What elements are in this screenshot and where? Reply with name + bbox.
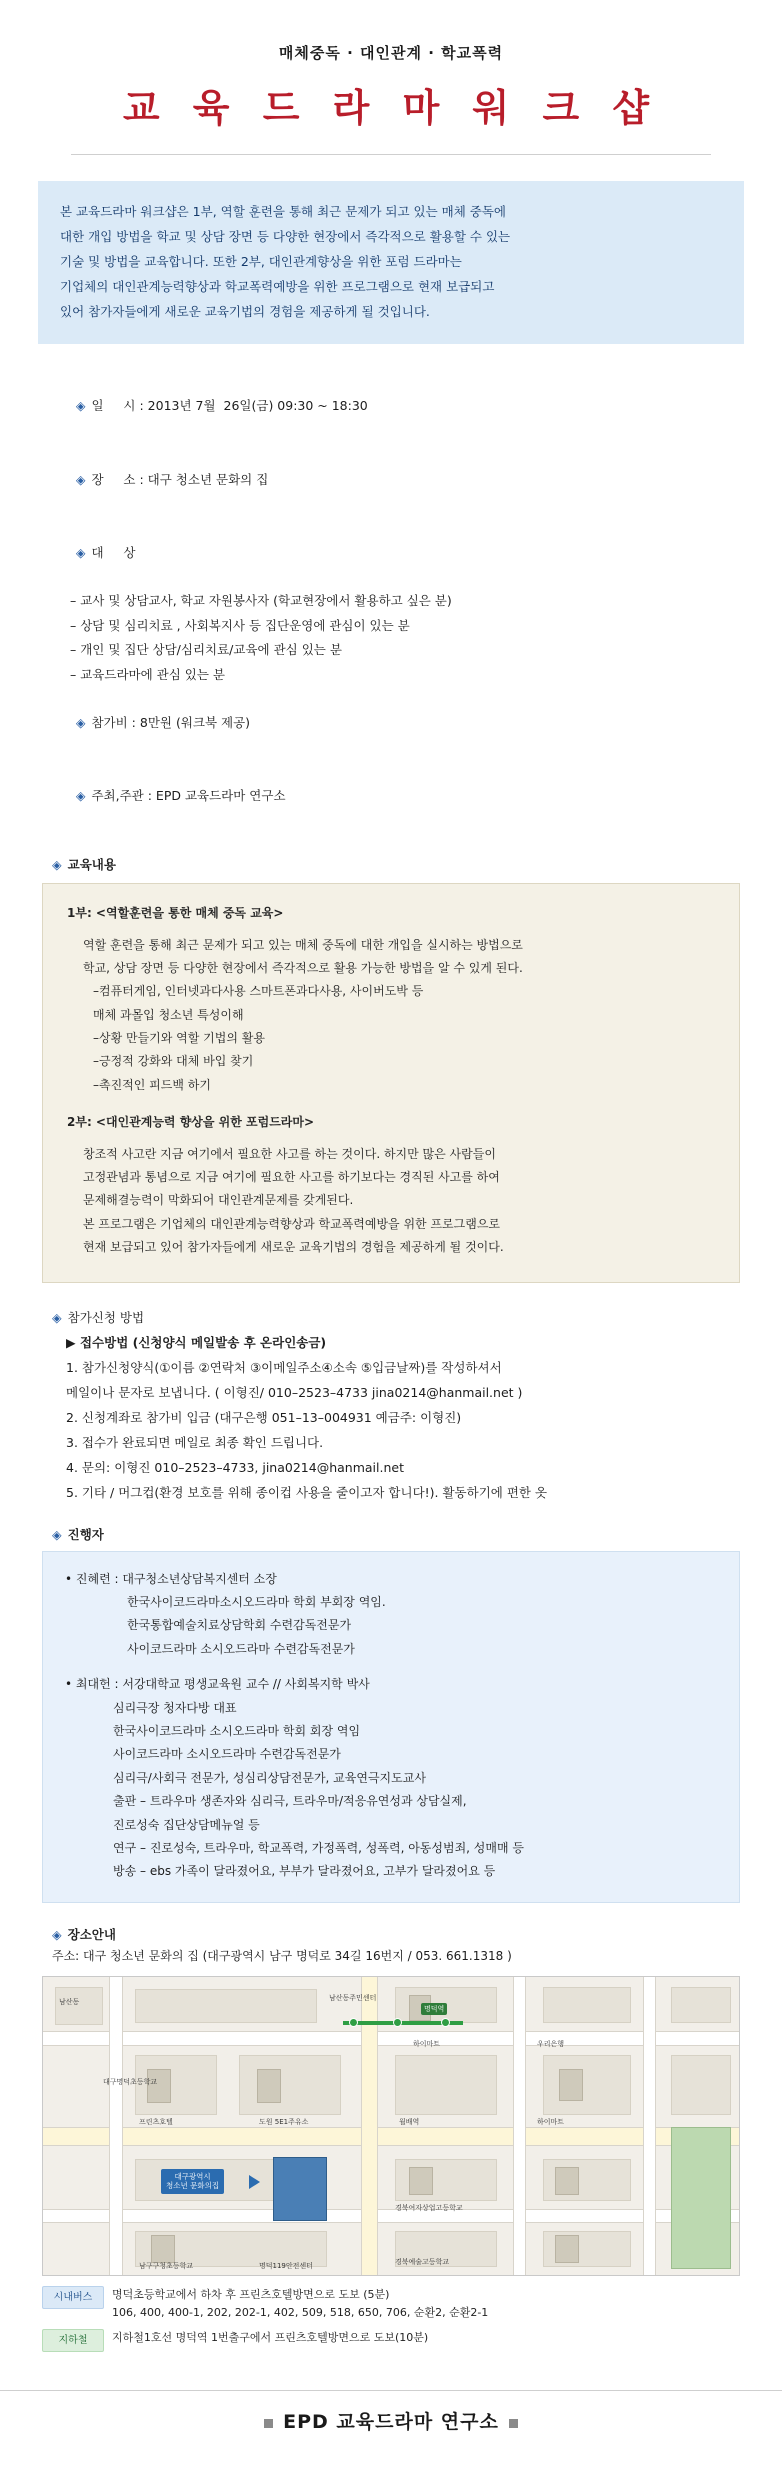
diamond-icon: ◈ <box>52 857 62 873</box>
map-label: 남산동 <box>59 1997 80 2006</box>
apply-step: 2. 신청계좌로 참가비 입금 (대구은행 051–13–004931 예금주: 이형진) <box>66 1409 462 1425</box>
diamond-icon: ◈ <box>75 715 86 731</box>
map-destination-building <box>273 2157 327 2221</box>
diamond-icon: ◈ <box>75 788 86 804</box>
diamond-icon: ◈ <box>52 1309 62 1325</box>
part1-item: –컴퓨터게임, 인터넷과다사용 스마트폰과다사용, 사이버도박 등 <box>93 984 424 999</box>
part2-body-line: 문제해결능력이 막화되어 대인관계문제를 갖게된다. <box>83 1193 354 1208</box>
bus-line: 106, 400, 400-1, 202, 202-1, 402, 509, 518, 650, 706, 순환2, 순환2-1 <box>112 2306 489 2320</box>
square-icon <box>509 2419 518 2428</box>
host-label: 주최,주관 <box>91 788 144 804</box>
presenter-line: 연구 – 진로성숙, 트라우마, 학교폭력, 가정폭력, 성폭력, 아동성범죄, 성매매 등 <box>113 1840 524 1855</box>
fee-value: 8만원 (워크북 제공) <box>139 715 251 731</box>
map-label: 대구명덕초등학교 <box>103 2077 158 2086</box>
header-subtitle: 매체중독 · 대인관계 · 학교폭력 <box>278 44 504 62</box>
map-label: 월배역 <box>399 2117 420 2126</box>
intro-line: 대한 개입 방법을 학교 및 상담 장면 등 다양한 현장에서 즉각적으로 활용할 수 있는 <box>60 229 511 244</box>
info-list <box>52 370 730 833</box>
spacer <box>67 1097 715 1111</box>
presenter-line: 한국사이코드라마소시오드라마 학회 부회장 역임. <box>127 1594 386 1609</box>
apply-heading <box>52 1305 730 1330</box>
map-subway-station-dot <box>393 2018 402 2027</box>
diamond-icon: ◈ <box>52 1926 62 1942</box>
bus-line: 명덕초등학교에서 하차 후 프린츠호텔방면으로 도보 (5분) <box>112 2287 390 2301</box>
info-value: 2013년 7월 26일(금) 09:30 ~ 18:30 <box>147 398 368 414</box>
header-divider <box>71 154 711 155</box>
map-road-h3 <box>43 2209 739 2223</box>
location-heading-label: 장소안내 <box>67 1926 116 1942</box>
map-building <box>409 2167 433 2195</box>
part1-item: –상황 만들기와 역할 기법의 활용 <box>93 1031 265 1046</box>
presenter-line: 심리극/사회극 전문가, 성심리상담전문가, 교육연극지도교사 <box>113 1770 426 1785</box>
map-road-v4 <box>643 1977 656 2275</box>
part2-body-line: 현재 보급되고 있어 참가자들에게 새로운 교육기법의 경험을 제공하게 될 것이다. <box>83 1240 504 1255</box>
presenter-name: • 진혜련 : 대구청소년상담복지센터 소장 <box>65 1571 277 1586</box>
presenter-line: 출판 – 트라우마 생존자와 심리극, 트라우마/적응유연성과 상담실제, <box>113 1794 467 1809</box>
info-item-host: ◈ 주최,주관 : EPD 교육드라마 연구소 <box>75 788 286 804</box>
presenter-box <box>42 1551 740 1903</box>
part2-body-line: 본 프로그램은 기업체의 대인관계능력향상과 학교폭력예방을 위한 프로그램으로 <box>83 1216 501 1231</box>
map-subway-station-dot <box>349 2018 358 2027</box>
map-building <box>555 2235 579 2263</box>
part1-body-line: 학교, 상담 장면 등 다양한 현장에서 즉각적으로 활용 가능한 방법을 알 수 있게 된다. <box>83 960 523 975</box>
footer-title: EPD 교육드라마 연구소 <box>283 2411 499 2434</box>
poster-footer <box>0 2390 782 2458</box>
location-map[interactable] <box>42 1976 740 2276</box>
map-road-v1 <box>109 1977 123 2275</box>
info-item-place: ◈ 장 소 : 대구 청소년 문화의 집 <box>75 471 269 487</box>
info-label: 일 시 <box>91 398 136 414</box>
page-title: 교 육 드 라 마 워 크 샵 <box>122 86 660 130</box>
transit-item-subway <box>42 2329 740 2352</box>
part1-item: –촉진적인 피드백 하기 <box>93 1077 211 1092</box>
intro-line: 기업체의 대인관계능력향상과 학교폭력예방을 위한 프로그램으로 현재 보급되고 <box>60 279 495 294</box>
info-label: 장 소 <box>91 471 136 487</box>
part2-title: 2부: <대인관계능력 향상을 위한 포럼드라마> <box>67 1115 315 1130</box>
map-building <box>559 2069 583 2101</box>
map-block <box>135 1989 317 2023</box>
part1-item: 매체 과몰입 청소년 특성이해 <box>93 1007 244 1022</box>
map-label: 남구구청초등학교 <box>139 2261 194 2270</box>
transit-item-bus <box>42 2286 740 2323</box>
host-value: EPD 교육드라마 연구소 <box>155 788 286 804</box>
presenter-line: 진로성숙 집단상담메뉴얼 등 <box>113 1817 260 1832</box>
presenter-line: 한국통합예술치료상담학회 수련감독전문가 <box>127 1618 352 1633</box>
intro-line: 기술 및 방법을 교육합니다. 또한 2부, 대인관계향상을 위한 포럼 드라마는 <box>60 254 462 269</box>
map-station-myeongdeok: 명덕역 <box>421 2003 447 2015</box>
subway-tag: 지하철 <box>42 2329 104 2352</box>
part1-item: –긍정적 강화와 대체 바입 찾기 <box>93 1054 254 1069</box>
info-item-target <box>52 516 730 589</box>
subway-line: 지하철1호선 명덕역 1번출구에서 프린츠호텔방면으로 도보(10분) <box>112 2331 429 2345</box>
transit-legend <box>42 2286 740 2352</box>
bus-text <box>112 2286 488 2323</box>
map-road-h1 <box>43 2031 739 2046</box>
diamond-icon: ◈ <box>75 544 86 560</box>
intro-line: 있어 참가자들에게 새로운 교육기법의 경험을 제공하게 될 것입니다. <box>60 304 430 319</box>
square-icon <box>264 2419 273 2428</box>
map-label: 명덕119안전센터 <box>259 2261 313 2270</box>
info-value: 대구 청소년 문화의 집 <box>147 471 269 487</box>
map-block <box>239 2055 341 2115</box>
map-block <box>671 2055 731 2115</box>
diamond-icon: ◈ <box>75 471 86 487</box>
target-item: – 개인 및 집단 상담/심리치료/교육에 관심 있는 분 <box>70 642 342 658</box>
map-label: 경북예술고등학교 <box>395 2257 450 2266</box>
map-destination-label: 대구광역시 청소년 문화의집 <box>161 2169 224 2195</box>
info-item-date: ◈ 일 시 : 2013년 7월 26일(금) 09:30 ~ 18:30 <box>75 398 368 414</box>
diamond-icon: ◈ <box>75 398 86 414</box>
target-item: – 상담 및 심리치료 , 사회복지사 등 집단운영에 관심이 있는 분 <box>70 617 410 633</box>
map-road-h2 <box>43 2127 739 2146</box>
map-block <box>543 1987 631 2023</box>
part1-title: 1부: <역할훈련을 통한 매체 중독 교육> <box>67 906 284 921</box>
location-heading <box>52 1925 730 1943</box>
map-park <box>671 2127 731 2269</box>
map-destination-arrow <box>249 2175 260 2189</box>
diamond-icon: ◈ <box>52 1526 62 1542</box>
presenter-heading <box>52 1525 730 1543</box>
map-block <box>543 2055 631 2115</box>
presenter-name: • 최대헌 : 서강대학교 평생교육원 교수 // 사회복지학 박사 <box>65 1677 370 1692</box>
location-address: 주소: 대구 청소년 문화의 집 (대구광역시 남구 명덕로 34길 16번지 / 053. 661.1318 ) <box>52 1948 512 1963</box>
bus-tag: 시내버스 <box>42 2286 104 2309</box>
intro-line: 본 교육드라마 워크샵은 1부, 역할 훈련을 통해 최근 문제가 되고 있는 매체 중독에 <box>60 204 507 219</box>
map-subway-station-dot <box>441 2018 450 2027</box>
presenter-line: 방송 – ebs 가족이 달라졌어요, 부부가 달라졌어요, 고부가 달라졌어요 등 <box>113 1864 496 1879</box>
fee-label: 참가비 <box>91 715 128 731</box>
presenter-line: 사이코드라마 소시오드라마 수련감독전문가 <box>113 1747 341 1762</box>
poster-header <box>0 0 782 155</box>
map-label: 우리은행 <box>537 2039 565 2048</box>
apply-section <box>52 1305 730 1505</box>
apply-subheading: ▶ 접수방법 (신청양식 메일발송 후 온라인송금) <box>66 1334 327 1350</box>
content-box <box>42 883 740 1282</box>
map-block <box>395 2055 497 2115</box>
apply-step: 4. 문의: 이형진 010–2523–4733, jina0214@hanmail.net <box>66 1459 404 1475</box>
part1-body-line: 역할 훈련을 통해 최근 문제가 되고 있는 매체 중독에 대한 개입을 실시하는 방법으로 <box>83 937 523 952</box>
apply-step: 메일이나 문자로 보냅니다. ( 이형진/ 010–2523–4733 jina0214@hanmail.net ) <box>66 1384 523 1400</box>
map-block <box>671 1987 731 2023</box>
content-heading-label: 교육내용 <box>67 857 116 873</box>
map-label: 도원 5E1주유소 <box>259 2117 309 2126</box>
content-heading <box>52 855 730 873</box>
intro-box <box>38 181 744 344</box>
apply-heading-label: 참가신청 방법 <box>67 1309 145 1325</box>
part2-body-line: 고정관념과 통념으로 지금 여기에 필요한 사고를 하기보다는 경직된 사고를 하여 <box>83 1170 500 1185</box>
map-road-v3 <box>513 1977 526 2275</box>
part2-body-line: 창조적 사고란 지금 여기에서 필요한 사고를 하는 것이다. 하지만 많은 사람들이 <box>83 1146 496 1161</box>
spacer <box>65 1661 717 1673</box>
map-label: 하이마트 <box>537 2117 565 2126</box>
target-item: – 교사 및 상담교사, 학교 자원봉사자 (학교현장에서 활용하고 싶은 분) <box>70 593 452 609</box>
map-building <box>151 2235 175 2263</box>
info-label: 대 상 <box>91 544 136 560</box>
map-label: 하이마트 <box>413 2039 441 2048</box>
info-item-fee: ◈ 참가비 : 8만원 (워크북 제공) <box>75 715 251 731</box>
apply-step: 1. 참가신청양식(①이름 ②연락처 ③이메일주소④소속 ⑤입금날짜)를 작성하셔서 <box>66 1359 502 1375</box>
apply-step: 3. 접수가 완료되면 메일로 최종 확인 드립니다. <box>66 1434 324 1450</box>
presenter-line: 한국사이코드라마 소시오드라마 학회 회장 역임 <box>113 1723 361 1738</box>
presenter-heading-label: 진행자 <box>67 1526 104 1542</box>
map-label: 경북여자상업고등학교 <box>395 2203 463 2212</box>
map-label: 프린츠호텔 <box>139 2117 173 2126</box>
map-building <box>257 2069 281 2103</box>
map-building <box>555 2167 579 2195</box>
target-item: – 교육드라마에 관심 있는 분 <box>70 666 225 682</box>
apply-step: 5. 기타 / 머그컵(환경 보호를 위해 종이컵 사용을 줄이고자 합니다!). 활동하기에 편한 옷 <box>66 1484 548 1500</box>
presenter-line: 사이코드라마 소시오드라마 수련감독전문가 <box>127 1641 355 1656</box>
map-label: 남산동주민센터 <box>329 1993 377 2002</box>
presenter-line: 심리극장 청자다방 대표 <box>113 1700 237 1715</box>
